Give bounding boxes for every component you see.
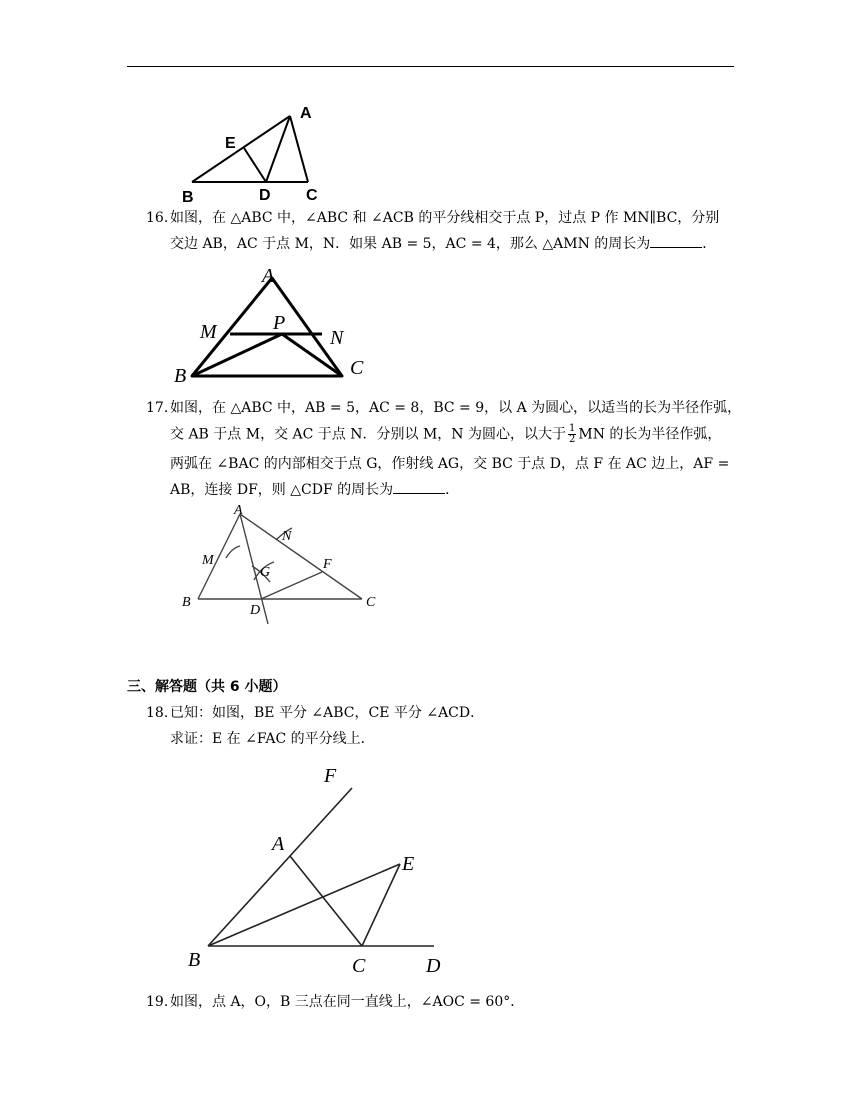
- label-A: A: [300, 105, 312, 122]
- label-B: B: [188, 949, 201, 971]
- label-B: B: [182, 595, 191, 610]
- q16-text-line2: [170, 234, 716, 254]
- label-F: F: [323, 557, 332, 572]
- q17-text-line4: [170, 480, 459, 500]
- figure-q18: [180, 760, 460, 980]
- q19-number: 19.: [146, 994, 169, 1010]
- answer-blank-q17: [393, 480, 445, 494]
- q18-text-line1: 已知：如图，BE 平分 ∠ABC，CE 平分 ∠ACD．: [170, 705, 485, 721]
- label-A: A: [234, 503, 243, 518]
- label-A: A: [272, 833, 285, 855]
- q17-text-line4-end: ．: [445, 482, 460, 498]
- q17-text-line3: 两弧在 ∠BAC 的内部相交于点 G，作射线 AG，交 BC 于点 D，点 F 在 AC 边上，AF =: [170, 456, 730, 472]
- label-G: G: [260, 565, 271, 580]
- fraction-numerator: 1: [569, 423, 576, 434]
- label-M: M: [202, 553, 214, 568]
- label-E: E: [225, 135, 236, 152]
- q19-text-line1: 如图，点 A，O，B 三点在同一直线上，∠AOC = 60°．: [170, 994, 525, 1010]
- q16-number: 16.: [146, 210, 169, 226]
- fraction-denominator: 2: [569, 434, 576, 445]
- q17-text-line1: 如图，在 △ABC 中，AB = 5，AC = 8，BC = 9，以 A 为圆心，以适当的长为半径作弧，: [170, 400, 742, 416]
- label-N: N: [282, 529, 292, 544]
- label-A: A: [262, 265, 275, 287]
- q17-text-line2-post: MN 的长为半径作弧，: [578, 426, 722, 443]
- label-N: N: [330, 327, 344, 349]
- q17-text-line4-content: AB，连接 DF，则 △CDF 的周长为: [170, 482, 394, 498]
- label-D: D: [259, 187, 271, 204]
- section-heading: 三、解答题（共 6 小题）: [127, 679, 287, 695]
- label-C: C: [366, 595, 376, 610]
- q16-text-line2-content: 交边 AB，AC 于点 M，N．如果 AB = 5，AC = 4，那么 △AMN 的周长为: [170, 236, 651, 252]
- q17-text-line2: [170, 424, 721, 445]
- label-F: F: [324, 765, 337, 787]
- label-C: C: [352, 955, 366, 977]
- fraction-one-half: [568, 424, 576, 445]
- figure-q17: [176, 502, 386, 627]
- label-C: C: [306, 187, 318, 204]
- figure-q15: [180, 100, 330, 210]
- q17-number: 17.: [146, 400, 169, 416]
- q18-text-line2: 求证：E 在 ∠FAC 的平分线上．: [170, 731, 375, 747]
- header-rule: [127, 66, 734, 67]
- label-C: C: [350, 357, 364, 379]
- label-D: D: [250, 603, 261, 618]
- figure-q16: [170, 262, 380, 387]
- label-B: B: [182, 189, 194, 206]
- label-M: M: [200, 321, 217, 343]
- label-E: E: [402, 853, 415, 875]
- label-B: B: [174, 365, 187, 387]
- q16-text-line2-end: ．: [702, 236, 717, 252]
- answer-blank-q16: [650, 234, 702, 248]
- q17-text-line2-pre: 交 AB 于点 M，交 AC 于点 N．分别以 M，N 为圆心，以大于: [170, 426, 566, 443]
- label-D: D: [426, 955, 441, 977]
- q18-number: 18.: [146, 705, 169, 721]
- label-P: P: [273, 312, 286, 334]
- q16-text-line1: 如图，在 △ABC 中，∠ABC 和 ∠ACB 的平分线相交于点 P，过点 P 作 MN∥BC，分别: [170, 210, 720, 226]
